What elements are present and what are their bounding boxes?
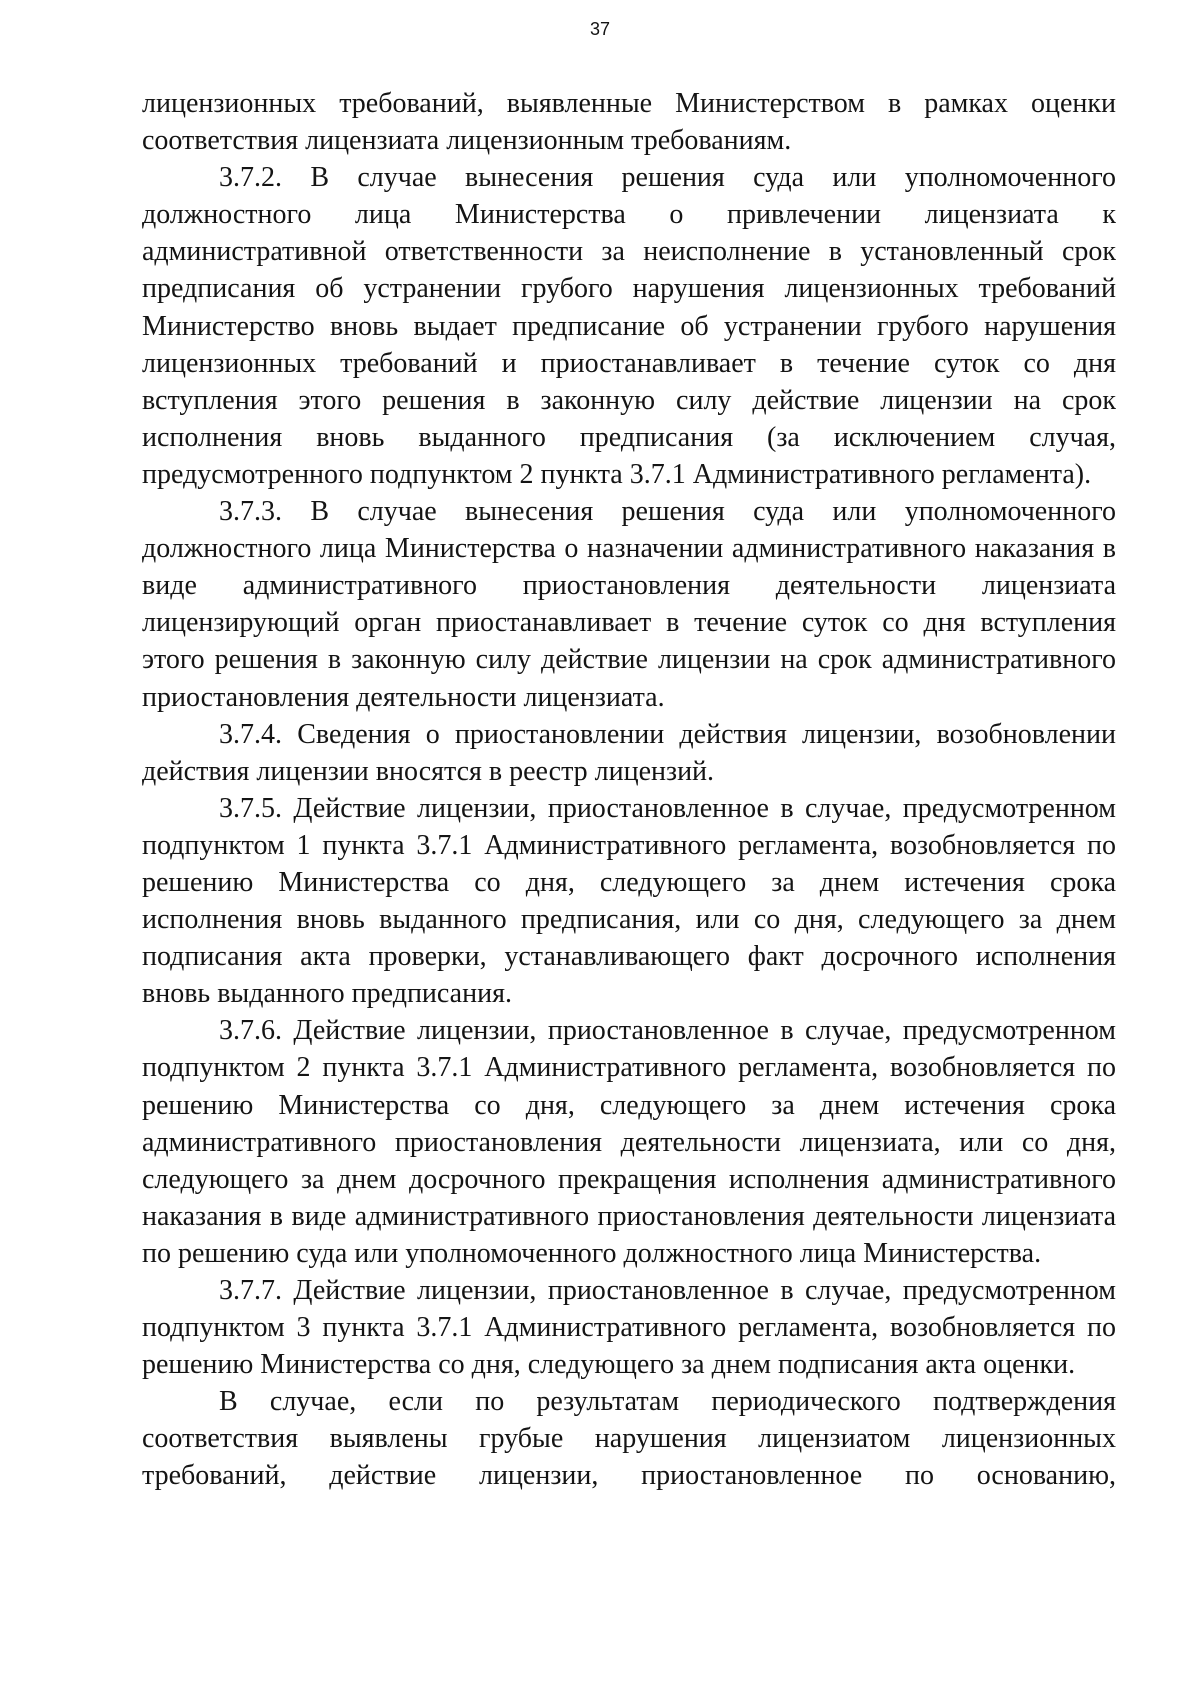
- paragraph-3-7-2: 3.7.2. В случае вынесения решения суда или уполномоченного должностного лица Министерства о привлечении лицензиата к административной ответственности за неисполнение в установленный срок предписания об устранении грубого нарушения лицензионных требований Министерство вновь выдает предписание об устранении грубого нарушения лицензионных требований и приостанавливает в течение суток со дня вступления этого решения в законную силу действие лицензии на срок исполнения вновь выданного предписания (за исключением случая, предусмотренного подпунктом 2 пункта 3.7.1 Административного регламента).: [142, 162, 1116, 490]
- paragraph-3-7-5: 3.7.5. Действие лицензии, приостановленное в случае, предусмотренном подпунктом 1 пункта 3.7.1 Административного регламента, возобновляется по решению Министерства со дня, следующего за днем истечения срока исполнения вновь выданного предписания, или со дня, следующего за днем подписания акта проверки, устанавливающего факт досрочного исполнения вновь выданного предписания.: [142, 792, 1116, 1010]
- paragraph-continuation: лицензионных требований, выявленные Министерством в рамках оценки соответствия лицензиата лицензионным требованиям.: [142, 88, 1116, 157]
- paragraph-3-7-6: 3.7.6. Действие лицензии, приостановленное в случае, предусмотренном подпунктом 2 пункта 3.7.1 Административного регламента, возобновляется по решению Министерства со дня, следующего за днем истечения срока административного приостановления деятельности лицензиата, или со дня, следующего за днем досрочного прекращения исполнения административного наказания в виде административного приостановления деятельности лицензиата по решению суда или уполномоченного должностного лица Министерства.: [142, 1015, 1116, 1269]
- paragraph-3-7-4: 3.7.4. Сведения о приостановлении действия лицензии, возобновлении действия лицензии вносятся в реестр лицензий.: [142, 718, 1116, 787]
- paragraph-3-7-3: 3.7.3. В случае вынесения решения суда или уполномоченного должностного лица Министерства о назначении административного наказания в виде административного приостановления деятельности лицензиата лицензирующий орган приостанавливает в течение суток со дня вступления этого решения в законную силу действие лицензии на срок административного приостановления деятельности лицензиата.: [142, 496, 1116, 713]
- paragraph-3-7-7: 3.7.7. Действие лицензии, приостановленное в случае, предусмотренном подпунктом 3 пункта 3.7.1 Административного регламента, возобновляется по решению Министерства со дня, следующего за днем подписания акта оценки.: [142, 1275, 1116, 1381]
- page-number: 37: [589, 19, 611, 39]
- paragraph-periodic-confirmation: В случае, если по результатам периодического подтверждения соответствия выявлены грубые нарушения лицензиатом лицензионных требований, действие лицензии, приостановленное по основанию,: [142, 1386, 1116, 1492]
- document-body: [142, 85, 1116, 1495]
